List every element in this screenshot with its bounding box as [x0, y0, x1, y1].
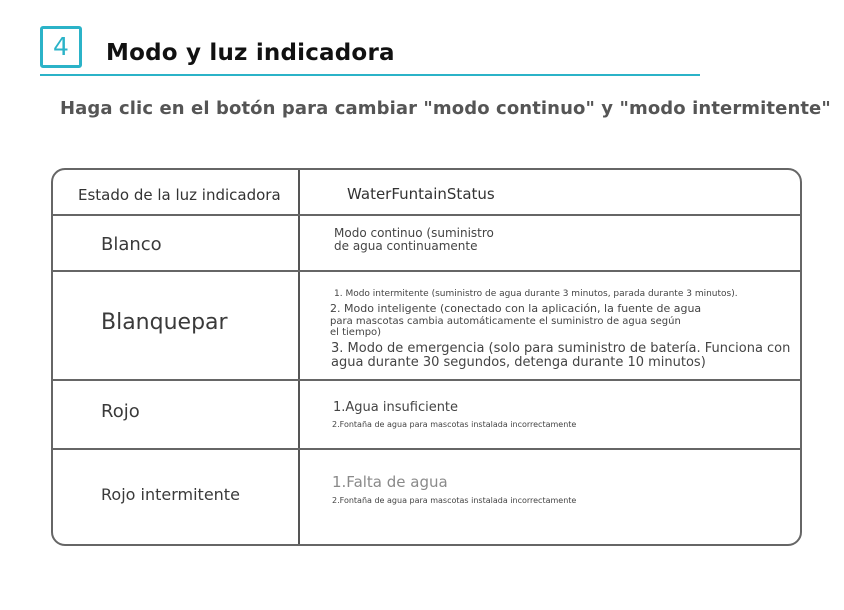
row-divider [53, 214, 800, 216]
status-line: para mascotas cambia automáticamente el suministro de agua según [330, 316, 681, 327]
title-underline [40, 74, 700, 76]
status-line: de agua continuamente [334, 239, 478, 253]
status-line: el tiempo) [330, 327, 382, 338]
indicator-table [51, 168, 802, 546]
status-line: agua durante 30 segundos, detenga durante 10 minutos) [331, 355, 706, 370]
status-line: 1. Modo intermitente (suministro de agua durante 3 minutos, parada durante 3 minutos). [334, 289, 738, 299]
row-divider [53, 379, 800, 381]
row-divider [53, 270, 800, 272]
status-line: 2.Fontaña de agua para mascotas instalada incorrectamente [332, 420, 577, 429]
row-label-rojo-intermitente: Rojo intermitente [101, 485, 240, 504]
row-label-blanco: Blanco [101, 234, 162, 255]
status-line: 2. Modo inteligente (conectado con la aplicación, la fuente de agua [330, 302, 702, 315]
row-divider [53, 448, 800, 450]
column-header-status: WaterFuntainStatus [347, 185, 495, 203]
status-line: 2.Fontaña de agua para mascotas instalada incorrectamente [332, 496, 577, 505]
status-line: 3. Modo de emergencia (solo para suministro de batería. Funciona con [331, 341, 791, 356]
instruction-text: Haga clic en el botón para cambiar "modo continuo" y "modo intermitente" [60, 98, 831, 119]
row-label-blanquepar: Blanquepar [101, 310, 228, 335]
page-title: Modo y luz indicadora [106, 40, 395, 66]
status-line: 1.Agua insuficiente [333, 400, 459, 415]
status-line: 1.Falta de agua [332, 473, 448, 491]
row-label-rojo: Rojo [101, 401, 140, 422]
status-line: Modo continuo (suministro [334, 226, 494, 240]
step-number: 4 [53, 32, 69, 61]
column-header-indicator: Estado de la luz indicadora [78, 186, 281, 204]
step-number-badge [40, 26, 82, 68]
column-divider [298, 170, 300, 544]
